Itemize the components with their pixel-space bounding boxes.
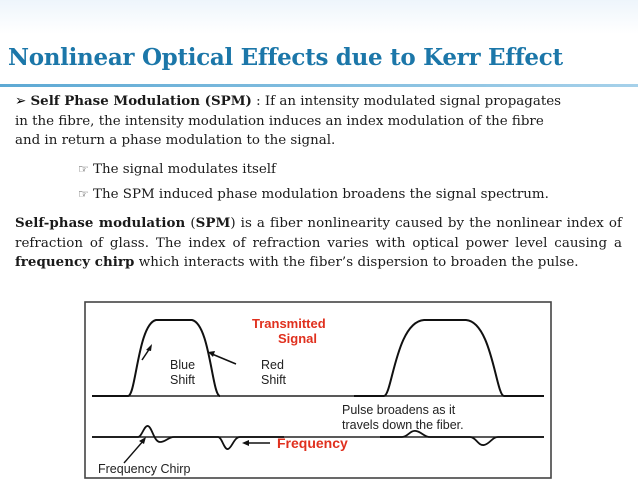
- top-banner: [0, 0, 638, 34]
- blue-shift-label: Blue: [170, 358, 196, 372]
- transmitted-signal-label-line2: Signal: [278, 331, 318, 346]
- text-run: (: [185, 216, 196, 231]
- spm-definition-line2: in the fibre, the intensity modulation induces an index modulation of the fibre: [15, 113, 544, 129]
- bold-term: SPM: [195, 215, 231, 231]
- sub-bullet: [78, 160, 276, 179]
- pointing-hand-icon: ☞: [78, 187, 89, 201]
- sub-bullet: [78, 185, 549, 204]
- blue-shift-label-line2: Shift: [170, 373, 196, 387]
- spm-definition-line1: : If an intensity modulated signal propagates: [251, 94, 561, 109]
- frequency-chirp-label: Frequency Chirp: [98, 462, 191, 476]
- transmitted-signal-label: Transmitted: [252, 316, 326, 331]
- arrow-bullet-icon: ➢: [15, 94, 27, 109]
- pulse-note-label-line2: travels down the fiber.: [342, 418, 464, 432]
- sub-bullet-text: The SPM induced phase modulation broadens the signal spectrum.: [93, 187, 549, 202]
- spm-explanation-paragraph: [15, 214, 622, 273]
- title-divider: [0, 84, 638, 87]
- slide-title: Nonlinear Optical Effects due to Kerr Effect: [8, 44, 563, 71]
- spm-definition-line3: and in return a phase modulation to the signal.: [15, 133, 336, 148]
- pulse-note-label: Pulse broadens as it: [342, 403, 456, 417]
- frequency-label: Frequency: [277, 435, 348, 451]
- bold-term: Self-phase modulation: [15, 215, 186, 231]
- red-shift-label: Red: [261, 358, 284, 372]
- frequency-chirp-term: frequency chirp: [15, 254, 135, 270]
- red-shift-label-line2: Shift: [261, 373, 287, 387]
- sub-bullet-text: The signal modulates itself: [93, 162, 276, 177]
- spm-term: Self Phase Modulation (SPM): [30, 93, 252, 109]
- text-run: ) is a fiber nonlinearity caused by the nonlinear index of refraction of glass. The index of refraction varies with optical power level causing a: [15, 216, 622, 251]
- spm-pulse-figure: [84, 300, 554, 479]
- spm-paragraph: [15, 92, 625, 151]
- text-run: which interacts with the fiber’s dispersion to broaden the pulse.: [134, 255, 579, 270]
- pointing-hand-icon: ☞: [78, 162, 89, 176]
